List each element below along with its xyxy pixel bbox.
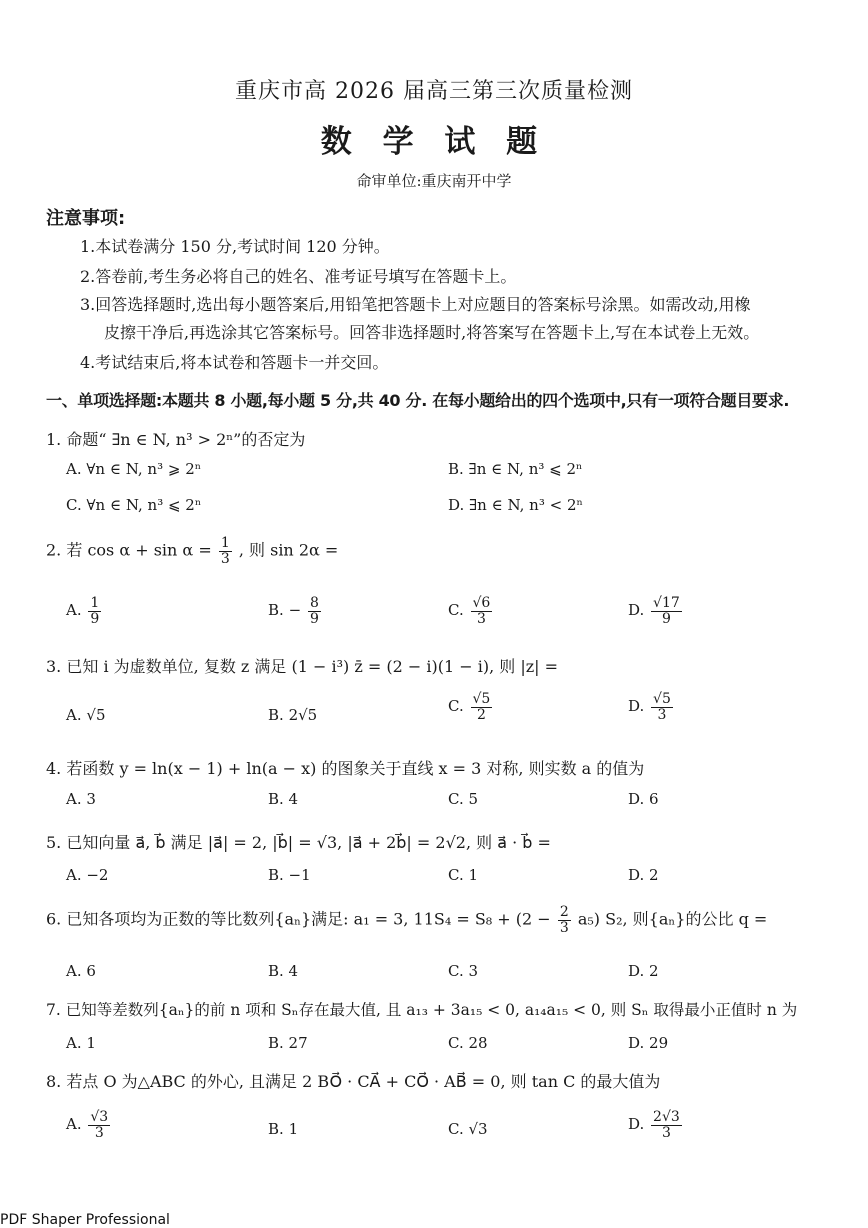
fraction-denominator: 3 xyxy=(94,1124,104,1141)
option-letter: B. xyxy=(268,601,284,620)
option-value: 1 xyxy=(288,1120,299,1138)
fraction-numerator: 2√3 xyxy=(653,1109,680,1125)
notice-item: 皮擦干净后,再选涂其它答案标号。回答非选择题时,将答案写在答题卡上,写在本试卷上无效。 xyxy=(104,323,760,342)
option-b: B. −1 xyxy=(268,866,311,884)
fraction-denominator: 3 xyxy=(661,1124,671,1141)
option-letter: C. xyxy=(448,1120,464,1138)
option-a: A. 1 xyxy=(66,1034,96,1052)
option-d xyxy=(628,596,684,626)
author-line: 命审单位:重庆南开中学 xyxy=(356,172,512,190)
question-stem xyxy=(46,536,338,566)
option-letter: B. xyxy=(268,706,284,724)
fraction-denominator: 9 xyxy=(90,610,100,627)
option-d: D. 2 xyxy=(628,866,659,884)
option-c: C. 3 xyxy=(448,962,479,980)
fraction-numerator: √3 xyxy=(90,1109,109,1125)
option-letter: C. xyxy=(448,601,464,620)
option-a xyxy=(66,1110,112,1140)
fraction-denominator: 3 xyxy=(220,550,230,567)
option-c: C. 5 xyxy=(448,790,479,808)
option-c: C. 1 xyxy=(448,866,479,884)
option-b: B. 4 xyxy=(268,790,299,808)
option-letter: D. xyxy=(628,601,645,620)
stem-text: 2. 若 cos α + sin α = xyxy=(46,540,212,560)
option-b xyxy=(268,706,317,724)
stem-text: a₅) S₂, 则{aₙ}的公比 q = xyxy=(577,909,768,929)
option-a: A. 6 xyxy=(66,962,96,980)
fraction xyxy=(651,596,682,626)
option-c: C. 28 xyxy=(448,1034,488,1052)
question-stem: 1. 命题“ ∃n ∈ N, n³ > 2ⁿ”的否定为 xyxy=(46,430,306,449)
subject-title: 数 学 试 题 xyxy=(320,124,548,160)
stem-text: , 则 sin 2α = xyxy=(238,540,339,560)
option-letter: D. xyxy=(628,1115,645,1134)
notice-heading: 注意事项: xyxy=(46,208,126,229)
section-heading: 一、单项选择题:本题共 8 小题,每小题 5 分,共 40 分. 在每小题给出的四个选项中,只有一项符合题目要求. xyxy=(46,391,790,410)
fraction-numerator: 1 xyxy=(220,535,230,551)
notice-item: 1.本试卷满分 150 分,考试时间 120 分钟。 xyxy=(80,237,390,256)
fraction-numerator: √17 xyxy=(653,595,680,611)
exam-title: 重庆市高 2026 届高三第三次质量检测 xyxy=(235,79,633,104)
option-letter: D. xyxy=(628,697,645,716)
stem-text: 6. 已知各项均为正数的等比数列{aₙ}满足: a₁ = 3, 11S₄ = S₈ + (2 − xyxy=(46,909,551,929)
option-a: A. 3 xyxy=(66,790,96,808)
fraction xyxy=(558,905,571,935)
fraction-numerator: √6 xyxy=(472,595,491,611)
option-b: B. 4 xyxy=(268,962,299,980)
question-stem: 4. 若函数 y = ln(x − 1) + ln(a − x) 的图象关于直线 x = 3 对称, 则实数 a 的值为 xyxy=(46,759,645,778)
option-letter: C. xyxy=(448,697,464,716)
fraction-denominator: 9 xyxy=(661,610,671,627)
option-d: D. 29 xyxy=(628,1034,669,1052)
option-b xyxy=(268,596,323,626)
fraction xyxy=(471,692,493,722)
fraction xyxy=(308,596,321,626)
fraction-numerator: 1 xyxy=(90,595,100,611)
fraction xyxy=(88,1110,110,1140)
option-a: A. −2 xyxy=(66,866,109,884)
option-b: B. 27 xyxy=(268,1034,308,1052)
question-stem xyxy=(46,905,767,935)
option-d xyxy=(628,692,675,722)
question-stem: 5. 已知向量 a⃗, b⃗ 满足 |a⃗| = 2, |b⃗| = √3, |a⃗ + 2b⃗| = 2√2, 则 a⃗ · b⃗ = xyxy=(46,833,551,852)
option-a: A. ∀n ∈ N, n³ ⩾ 2ⁿ xyxy=(66,460,202,478)
option-value: √5 xyxy=(86,706,106,724)
option-d xyxy=(628,1110,684,1140)
fraction-numerator: √5 xyxy=(653,691,671,707)
fraction xyxy=(219,536,232,566)
fraction xyxy=(651,1110,682,1140)
notice-item: 2.答卷前,考生务必将自己的姓名、准考证号填写在答题卡上。 xyxy=(80,267,517,286)
question-stem: 8. 若点 O 为△ABC 的外心, 且满足 2 BO⃗ · CA⃗ + CO⃗ · AB⃗ = 0, 则 tan C 的最大值为 xyxy=(46,1072,661,1091)
option-letter: A. xyxy=(66,1115,82,1134)
fraction-numerator: 2 xyxy=(559,904,569,920)
option-b: B. ∃n ∈ N, n³ ⩽ 2ⁿ xyxy=(448,460,583,478)
fraction xyxy=(471,596,493,626)
option-d: D. 6 xyxy=(628,790,659,808)
option-b xyxy=(268,1120,298,1138)
option-value: 2√5 xyxy=(288,706,318,724)
notice-item: 4.考试结束后,将本试卷和答题卡一并交回。 xyxy=(80,353,389,372)
fraction xyxy=(88,596,101,626)
option-a xyxy=(66,706,106,724)
fraction xyxy=(651,692,673,722)
fraction-numerator: √5 xyxy=(472,691,491,707)
watermark-text: PDF Shaper Professional xyxy=(0,1212,170,1228)
option-c xyxy=(448,596,494,626)
option-c: C. ∀n ∈ N, n³ ⩽ 2ⁿ xyxy=(66,496,202,514)
option-d: D. ∃n ∈ N, n³ < 2ⁿ xyxy=(448,496,583,514)
fraction-denominator: 3 xyxy=(559,919,569,936)
fraction-numerator: 8 xyxy=(309,595,319,611)
option-letter: A. xyxy=(66,601,82,620)
option-c xyxy=(448,692,494,722)
option-d: D. 2 xyxy=(628,962,659,980)
notice-item: 3.回答选择题时,选出每小题答案后,用铅笔把答题卡上对应题目的答案标号涂黑。如需改动,用橡 xyxy=(80,295,751,314)
option-sign: − xyxy=(288,601,302,620)
question-stem: 7. 已知等差数列{aₙ}的前 n 项和 Sₙ存在最大值, 且 a₁₃ + 3a₁₅ < 0, a₁₄a₁₅ < 0, 则 Sₙ 取得最小正值时 n 为 xyxy=(46,1001,798,1019)
option-a xyxy=(66,596,103,626)
option-value: √3 xyxy=(468,1120,488,1138)
fraction-denominator: 2 xyxy=(476,706,486,723)
option-c xyxy=(448,1120,488,1138)
question-stem: 3. 已知 i 为虚数单位, 复数 z 满足 (1 − i³) z̄ = (2 − i)(1 − i), 则 |z| = xyxy=(46,657,559,676)
option-letter: A. xyxy=(66,706,82,724)
option-letter: B. xyxy=(268,1120,284,1138)
fraction-denominator: 3 xyxy=(476,610,486,627)
fraction-denominator: 3 xyxy=(657,706,667,723)
fraction-denominator: 9 xyxy=(309,610,319,627)
